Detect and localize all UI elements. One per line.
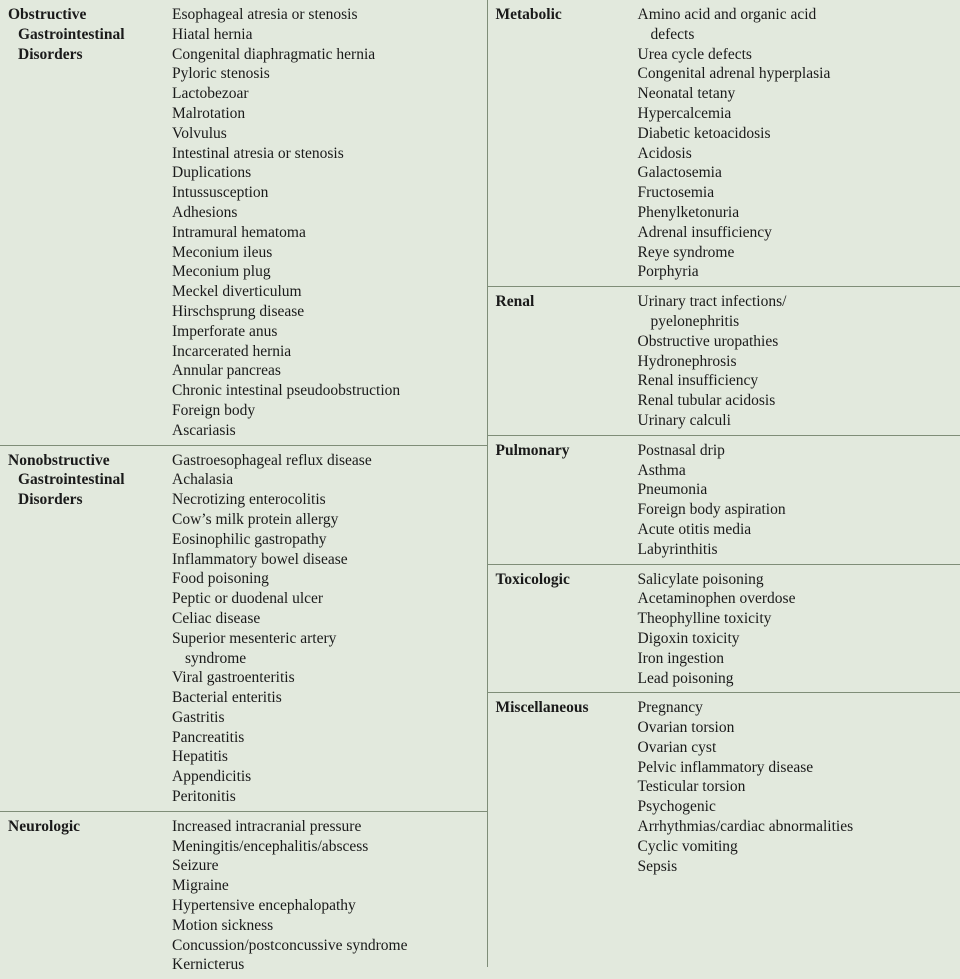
category-label-line: Disorders	[8, 490, 168, 510]
list-item: Amino acid and organic acid	[638, 5, 955, 25]
category-label-line: Gastrointestinal	[8, 470, 168, 490]
category-label-line: Nonobstructive	[8, 452, 110, 469]
condition-list	[638, 441, 960, 560]
list-item: Gastritis	[172, 708, 481, 728]
list-item: Theophylline toxicity	[638, 609, 955, 629]
list-item: Hepatitis	[172, 747, 481, 767]
list-item: Foreign body	[172, 401, 481, 421]
list-item: Necrotizing enterocolitis	[172, 490, 481, 510]
list-item: Obstructive uropathies	[638, 332, 955, 352]
list-item: Congenital diaphragmatic hernia	[172, 45, 481, 65]
list-item: Psychogenic	[638, 797, 955, 817]
list-item: Renal insufficiency	[638, 371, 955, 391]
list-item: Testicular torsion	[638, 777, 955, 797]
condition-list	[172, 5, 487, 441]
list-item: Esophageal atresia or stenosis	[172, 5, 481, 25]
list-item: Superior mesenteric artery	[172, 629, 481, 649]
list-item: Gastroesophageal reflux disease	[172, 451, 481, 471]
list-item: Cyclic vomiting	[638, 837, 955, 857]
category-group	[0, 445, 487, 811]
category-group	[488, 286, 960, 435]
list-item: Ovarian torsion	[638, 718, 955, 738]
list-item: Appendicitis	[172, 767, 481, 787]
list-item: Arrhythmias/cardiac abnormalities	[638, 817, 955, 837]
category-label-line: Toxicologic	[496, 571, 570, 588]
category-label	[0, 451, 172, 807]
list-item: Pregnancy	[638, 698, 955, 718]
category-group	[0, 0, 487, 445]
list-item: Eosinophilic gastropathy	[172, 530, 481, 550]
list-item: Salicylate poisoning	[638, 570, 955, 590]
category-group	[488, 564, 960, 693]
list-item: Digoxin toxicity	[638, 629, 955, 649]
list-item: Intramural hematoma	[172, 223, 481, 243]
list-item: Labyrinthitis	[638, 540, 955, 560]
list-item: Adhesions	[172, 203, 481, 223]
category-label-line: Metabolic	[496, 6, 562, 23]
list-item: Cow’s milk protein allergy	[172, 510, 481, 530]
list-item: Urinary calculi	[638, 411, 955, 431]
list-item: Meckel diverticulum	[172, 282, 481, 302]
list-item: Pelvic inflammatory disease	[638, 758, 955, 778]
category-group	[488, 692, 960, 880]
list-item: Acute otitis media	[638, 520, 955, 540]
condition-list	[172, 451, 487, 807]
list-item: Viral gastroenteritis	[172, 668, 481, 688]
list-item: Pancreatitis	[172, 728, 481, 748]
list-item: Malrotation	[172, 104, 481, 124]
list-item: Incarcerated hernia	[172, 342, 481, 362]
category-group	[488, 435, 960, 564]
list-item: Motion sickness	[172, 916, 481, 936]
list-item: syndrome	[172, 649, 481, 669]
category-label	[0, 5, 172, 441]
list-item: Intestinal atresia or stenosis	[172, 144, 481, 164]
condition-list	[638, 5, 960, 282]
list-item: Chronic intestinal pseudoobstruction	[172, 381, 481, 401]
category-label-line: Neurologic	[8, 818, 80, 835]
list-item: Concussion/postconcussive syndrome	[172, 936, 481, 956]
list-item: Pneumonia	[638, 480, 955, 500]
list-item: Pyloric stenosis	[172, 64, 481, 84]
list-item: Meningitis/encephalitis/abscess	[172, 837, 481, 857]
list-item: Hiatal hernia	[172, 25, 481, 45]
list-item: Volvulus	[172, 124, 481, 144]
category-label	[488, 5, 638, 282]
list-item: Congenital adrenal hyperplasia	[638, 64, 955, 84]
list-item: Hydronephrosis	[638, 352, 955, 372]
category-group	[0, 811, 487, 979]
list-item: Foreign body aspiration	[638, 500, 955, 520]
category-label	[0, 817, 172, 975]
list-item: Urinary tract infections/	[638, 292, 955, 312]
category-label-line: Pulmonary	[496, 442, 570, 459]
list-item: Bacterial enteritis	[172, 688, 481, 708]
category-label	[488, 698, 638, 876]
list-item: Food poisoning	[172, 569, 481, 589]
list-item: Acidosis	[638, 144, 955, 164]
list-item: Migraine	[172, 876, 481, 896]
list-item: Fructosemia	[638, 183, 955, 203]
list-item: Inflammatory bowel disease	[172, 550, 481, 570]
list-item: Ovarian cyst	[638, 738, 955, 758]
category-label	[488, 292, 638, 431]
table-column-right	[488, 0, 960, 967]
list-item: Postnasal drip	[638, 441, 955, 461]
list-item: Intussusception	[172, 183, 481, 203]
list-item: Achalasia	[172, 470, 481, 490]
category-label-line: Disorders	[8, 45, 168, 65]
list-item: Hypercalcemia	[638, 104, 955, 124]
list-item: Lactobezoar	[172, 84, 481, 104]
category-label-line: Obstructive	[8, 6, 86, 23]
list-item: Imperforate anus	[172, 322, 481, 342]
category-label-line: Gastrointestinal	[8, 25, 168, 45]
condition-list	[172, 817, 487, 975]
category-label-line: Renal	[496, 293, 535, 310]
condition-list	[638, 698, 960, 876]
list-item: Renal tubular acidosis	[638, 391, 955, 411]
category-label	[488, 570, 638, 689]
list-item: defects	[638, 25, 955, 45]
list-item: Diabetic ketoacidosis	[638, 124, 955, 144]
condition-list	[638, 570, 960, 689]
list-item: Meconium ileus	[172, 243, 481, 263]
list-item: Porphyria	[638, 262, 955, 282]
list-item: Increased intracranial pressure	[172, 817, 481, 837]
list-item: Ascariasis	[172, 421, 481, 441]
category-group	[488, 0, 960, 286]
list-item: Peptic or duodenal ulcer	[172, 589, 481, 609]
list-item: Hirschsprung disease	[172, 302, 481, 322]
list-item: Reye syndrome	[638, 243, 955, 263]
list-item: Duplications	[172, 163, 481, 183]
list-item: Galactosemia	[638, 163, 955, 183]
list-item: Asthma	[638, 461, 955, 481]
list-item: Peritonitis	[172, 787, 481, 807]
list-item: Sepsis	[638, 857, 955, 877]
category-label-line: Miscellaneous	[496, 699, 589, 716]
condition-list	[638, 292, 960, 431]
list-item: Acetaminophen overdose	[638, 589, 955, 609]
list-item: Iron ingestion	[638, 649, 955, 669]
list-item: Seizure	[172, 856, 481, 876]
list-item: Celiac disease	[172, 609, 481, 629]
list-item: Kernicterus	[172, 955, 481, 975]
list-item: Adrenal insufficiency	[638, 223, 955, 243]
list-item: Annular pancreas	[172, 361, 481, 381]
list-item: Meconium plug	[172, 262, 481, 282]
list-item: Lead poisoning	[638, 669, 955, 689]
list-item: Hypertensive encephalopathy	[172, 896, 481, 916]
list-item: Urea cycle defects	[638, 45, 955, 65]
list-item: Phenylketonuria	[638, 203, 955, 223]
list-item: pyelonephritis	[638, 312, 955, 332]
category-label	[488, 441, 638, 560]
list-item: Neonatal tetany	[638, 84, 955, 104]
